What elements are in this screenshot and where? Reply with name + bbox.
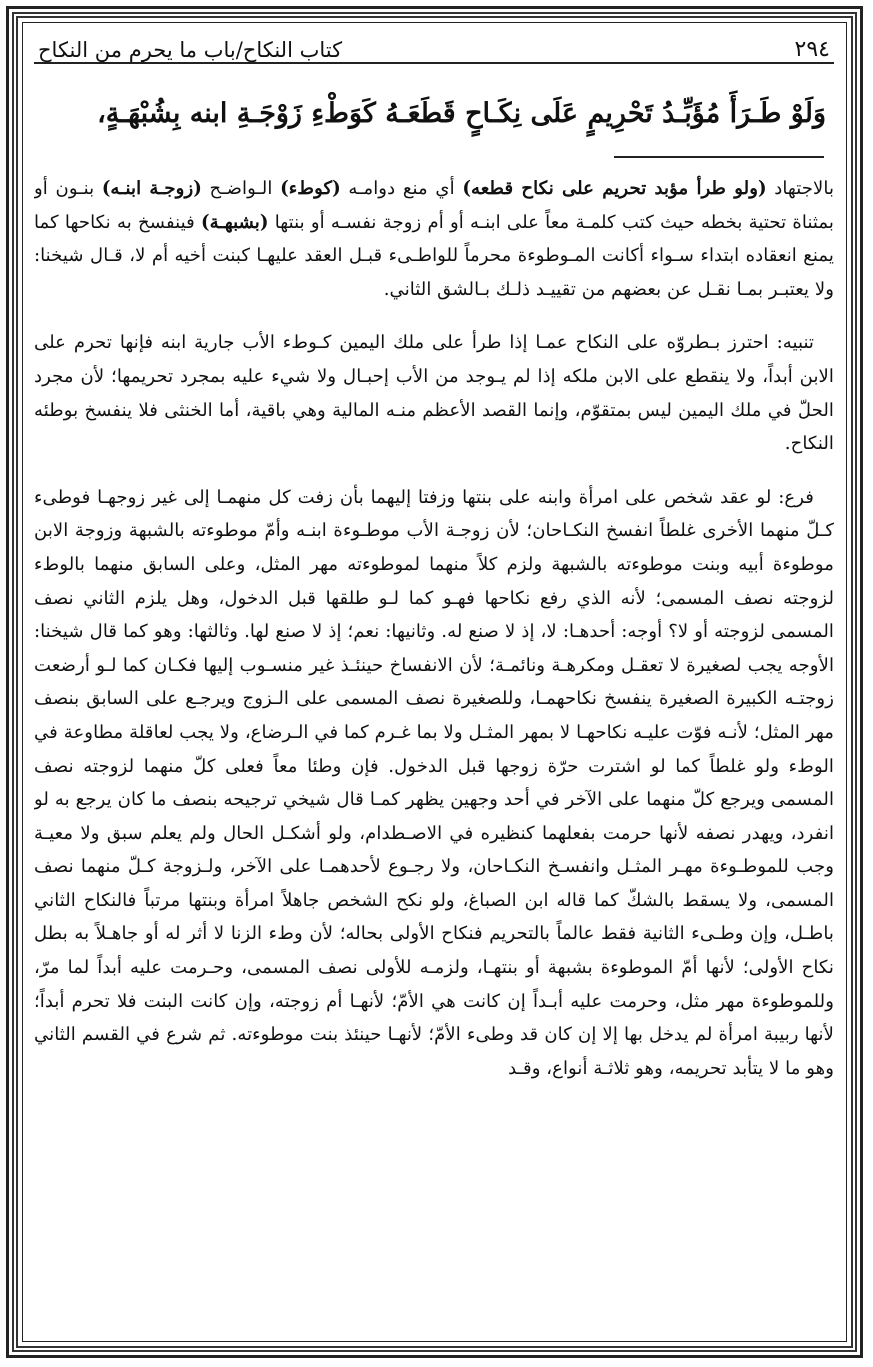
note-paragraph: تنبيه: احترز بـطروّه على النكاح عمـا إذا طرأ على ملك اليمين كـوطء الأب جارية ابنه فإنها تحرم على الابن أبداً، ولا ينقطع على الابن ملكه إذا لم يـوجد من الأب إحبـال ولا شيء عليه بمجرد تحريمها؛ لأن مجرد الحلّ في ملك اليمين ليس بمتقوّم، وإنما القصد الأعظم منـه المالية وهي باقية، أما الخنثى فلا ينفسخ بوطئه النكاح. xyxy=(34,332,834,455)
separator-wrap xyxy=(34,134,834,172)
commentary-paragraph-1: بالاجتهاد (ولو طرأ مؤبد تحريم على نكاح قطعه) أي منع دوامـه (كوطء) الـواضـح (زوجـة ابنـه) بنـون أو بمثناة تحتية بخطه حيث كتب كلمـة معاً على ابنـه أو أم زوجة نفسـه أو بنتها (بشبهـة) فينفسخ به نكاحها كما يمنع انعقاده ابتداء سـواء أكانت المـوطوءة محرماً للواطـىء قبـل العقد عليهـا كبنت أخيه أم لا، قـال شيخنا: ولا يعتبـر بمـا نقـل عن بعضهم من تقييـد ذلـك بـالشق الثاني. xyxy=(34,178,834,300)
page-number: ٢٩٤ xyxy=(794,37,830,62)
running-header xyxy=(34,28,834,64)
chapter-title: كتاب النكاح/باب ما يحرم من النكاح xyxy=(38,38,343,62)
footnote-separator xyxy=(614,156,824,158)
branch-paragraph: فرع: لو عقد شخص على امرأة وابنه على بنتها وزفتا إليهما بأن زفت كل منهمـا إلى غير زوجهـا فوطىء كـلّ منهما الأخرى غلطاً انفسخ النكـاحان؛ لأن زوجـة الأب موطـوءة ابنـه وأمّ موطوءته بالشبهة وزوجة الابن موطوءة أبيه وبنت موطوءته بالشبهة ولزم كلاً منهما لموطوءته مهر المثل، وعلى السابق منهما بالوطء لزوجته نصف المسمى؛ لأنه الذي رفع نكاحها فهـو كما لـو طلقها قبل الدخول، وهل يلزم الثاني نصف المسمى لزوجته أو لا؟ أوجه: أحدهـا: لا، إذ لا صنع له. وثانيها: نعم؛ إذ لا صنع لها. وثالثها: وهو كما قال شيخنا: الأوجه يجب لصغيرة لا تعقـل ومكرهـة ونائمـة؛ لأن الانفساخ حينئـذ غير منسـوب إليها فكـان كما لـو أرضعت زوجتـه الكبيرة الصغيرة ينفسخ نكاحهمـا، وللصغيرة نصف المسمى على الـزوج ويرجـع على السابق بنصف مهر المثل؛ لأنـه فوّت عليـه نكاحهـا لا بمهر المثـل ولا بما غـرم كما في الـرضاع، ولا يجب لعاقلة مطاوعة في الوطء ولو غلطاً كما لو اشترت حرّة زوجها قبل الدخول. فإن وطئا معاً فعلى كلّ منهما لزوجته نصف المسمى ويرجع كلّ منهما على الآخر في أحد وجهين يظهر كمـا قال شيخي ترجيحه بنصف ما كان يرجع به لو انفرد، ويهدر نصفه لأنها حرمت بفعلهما كنظيره في الاصـطدام، ولو أشكـل الحال ولم يعلم سبق ولا معيـة وجب للموطـوءة مهـر المثـل وانفسـخ النكـاحان، ولا رجـوع لأحدهمـا على الآخر، ولـزوجة كـلّ منهما نصف المسمى، ولا يسقط بالشكّ كما قاله ابن الصباغ، ولو نكح الشخص جاهلاً امرأة وبنتها مرتباً فالنكاح الثاني باطـل، وإن وطـىء الثانية فقط عالماً بالتحريم فنكاح الأولى بحاله؛ لأن وطء الزنا لا أثر له أو جاهـلاً به بطل نكاح الأولى؛ لأنها أمّ الموطوءة بشبهة أو بنتهـا، ولزمـه للأولى نصف المسمى، وحـرمت عليه أبداً لما مرّ، وللموطوءة مهر مثل، وحرمت عليه أبـداً إن كانت هي الأمّ؛ لأنهـا أم زوجته، وإن كانت البنت فلا تحرم أبداً؛ لأنها ربيبة امرأة لم يدخل بها إلا إن كان قد وطىء الأمّ؛ لأنهـا حينئذ بنت موطوءته. ثم شرع في القسم الثاني وهو ما لا يتأبد تحريمه، وهو ثلاثـة أنواع، وقـد xyxy=(34,486,834,1079)
matn-text: وَلَوْ طَـرَأَ مُؤَبِّـدُ تَحْرِيمٍ عَلَى نِكَـاحٍ قَطَعَـهُ كَوَطْءِ زَوْجَـةِ ابنه بِشُبْهَـةٍ، xyxy=(97,98,826,129)
book-page xyxy=(34,28,834,1333)
